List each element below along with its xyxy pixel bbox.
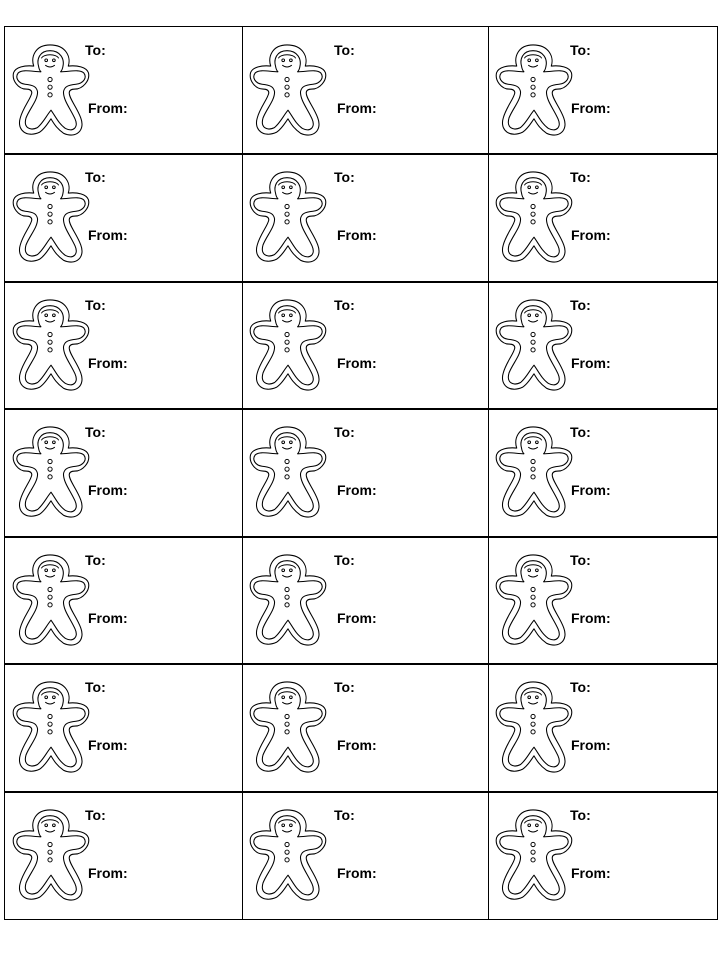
gingerbread-man-icon [246, 553, 330, 649]
to-label: To: [85, 42, 106, 58]
to-label: To: [570, 169, 591, 185]
from-label: From: [88, 865, 128, 881]
gift-tag [488, 27, 718, 154]
to-label: To: [334, 424, 355, 440]
from-label: From: [88, 355, 128, 371]
gift-tag [488, 792, 718, 921]
gingerbread-man-icon [492, 298, 576, 394]
to-label: To: [85, 297, 106, 313]
gingerbread-man-icon [246, 170, 330, 266]
gift-tag [242, 27, 488, 154]
to-label: To: [85, 424, 106, 440]
gift-tag [242, 537, 488, 664]
gift-tag [242, 154, 488, 282]
from-label: From: [571, 355, 611, 371]
to-label: To: [334, 679, 355, 695]
gift-tag [242, 282, 488, 409]
gift-tag [488, 282, 718, 409]
gingerbread-man-icon [492, 808, 576, 904]
from-label: From: [571, 737, 611, 753]
gingerbread-man-icon [246, 680, 330, 776]
gift-tag [488, 154, 718, 282]
gingerbread-man-icon [9, 425, 93, 521]
gingerbread-man-icon [9, 553, 93, 649]
from-label: From: [571, 227, 611, 243]
gingerbread-man-icon [492, 170, 576, 266]
from-label: From: [337, 355, 377, 371]
from-label: From: [337, 865, 377, 881]
gift-tag [5, 537, 242, 664]
gingerbread-man-icon [492, 43, 576, 139]
from-label: From: [571, 100, 611, 116]
gingerbread-man-icon [9, 680, 93, 776]
gift-tag [5, 664, 242, 792]
gingerbread-man-icon [9, 43, 93, 139]
to-label: To: [570, 297, 591, 313]
from-label: From: [337, 227, 377, 243]
from-label: From: [337, 482, 377, 498]
from-label: From: [337, 737, 377, 753]
gift-tag [488, 537, 718, 664]
from-label: From: [571, 482, 611, 498]
to-label: To: [334, 42, 355, 58]
to-label: To: [570, 807, 591, 823]
gift-tag [5, 409, 242, 537]
gingerbread-man-icon [9, 298, 93, 394]
gift-tag [242, 409, 488, 537]
to-label: To: [334, 169, 355, 185]
gift-tag [488, 664, 718, 792]
from-label: From: [571, 865, 611, 881]
to-label: To: [85, 552, 106, 568]
from-label: From: [88, 482, 128, 498]
gift-tag [5, 27, 242, 154]
gingerbread-man-icon [9, 808, 93, 904]
to-label: To: [85, 679, 106, 695]
from-label: From: [88, 227, 128, 243]
to-label: To: [85, 807, 106, 823]
from-label: From: [337, 610, 377, 626]
gingerbread-man-icon [246, 425, 330, 521]
gift-tag [488, 409, 718, 537]
from-label: From: [88, 610, 128, 626]
gingerbread-man-icon [492, 425, 576, 521]
to-label: To: [85, 169, 106, 185]
gift-tag-sheet [4, 26, 718, 920]
gingerbread-man-icon [246, 298, 330, 394]
from-label: From: [88, 100, 128, 116]
to-label: To: [334, 552, 355, 568]
from-label: From: [88, 737, 128, 753]
from-label: From: [337, 100, 377, 116]
gingerbread-man-icon [9, 170, 93, 266]
gift-tag [242, 792, 488, 921]
to-label: To: [334, 807, 355, 823]
gingerbread-man-icon [492, 553, 576, 649]
gingerbread-man-icon [246, 808, 330, 904]
gift-tag [5, 282, 242, 409]
gift-tag [242, 664, 488, 792]
to-label: To: [570, 552, 591, 568]
gift-tag [5, 154, 242, 282]
to-label: To: [570, 679, 591, 695]
to-label: To: [334, 297, 355, 313]
gingerbread-man-icon [246, 43, 330, 139]
gingerbread-man-icon [492, 680, 576, 776]
from-label: From: [571, 610, 611, 626]
gift-tag [5, 792, 242, 921]
to-label: To: [570, 42, 591, 58]
to-label: To: [570, 424, 591, 440]
